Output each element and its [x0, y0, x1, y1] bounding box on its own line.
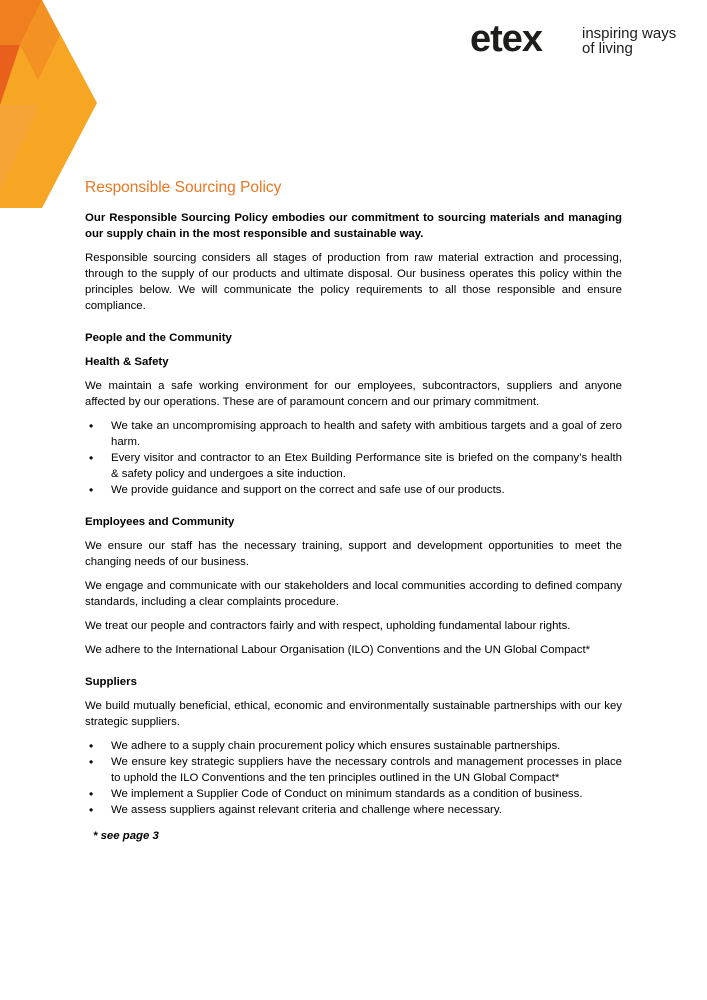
employees-paragraph: We adhere to the International Labour Organisation (ILO) Conventions and the UN Global Compact*: [85, 644, 591, 656]
section-heading-suppliers: Suppliers: [85, 676, 137, 688]
document-body: [85, 178, 622, 844]
employees-paragraph: We treat our people and contractors fairly and with respect, upholding fundamental labour rights.: [85, 620, 571, 632]
etex-logo: [470, 18, 685, 66]
list-item: • Every visitor and contractor to an Etex Building Performance site is briefed on the company’s health & safety policy and undergoes a site induction.: [85, 450, 622, 482]
health-safety-paragraph: We maintain a safe working environment for our employees, subcontractors, suppliers and anyone affected by our operations. These are of paramount concern and our primary commitment.: [85, 380, 622, 408]
employees-paragraph: We engage and communicate with our stakeholders and local communities according to defined company standards, including a clear complaints procedure.: [85, 580, 622, 608]
footnote: * see page 3: [93, 830, 159, 842]
suppliers-list: [85, 738, 622, 818]
health-safety-list: [85, 418, 622, 498]
section-heading-health-safety: Health & Safety: [85, 356, 169, 368]
employees-paragraph: We ensure our staff has the necessary training, support and development opportunities to meet the changing needs of our business.: [85, 540, 622, 568]
logo-tagline: inspiring ways of living: [582, 25, 677, 57]
list-item: • We provide guidance and support on the correct and safe use of our products.: [85, 482, 622, 498]
page-title: Responsible Sourcing Policy: [85, 179, 282, 196]
logo-wordmark: etex: [470, 18, 543, 60]
list-item: • We adhere to a supply chain procurement policy which ensures sustainable partnerships.: [85, 738, 622, 754]
list-item: • We ensure key strategic suppliers have the necessary controls and management processes in place to uphold the ILO Conventions and the ten principles outlined in the UN Global Compact*: [85, 754, 622, 786]
list-item: • We take an uncompromising approach to health and safety with ambitious targets and a goal of zero harm.: [85, 418, 622, 450]
suppliers-paragraph: We build mutually beneficial, ethical, economic and environmentally sustainable partnerships with our key strategic suppliers.: [85, 700, 622, 728]
list-item: • We implement a Supplier Code of Conduct on minimum standards as a condition of business.: [85, 786, 622, 802]
section-heading-employees: Employees and Community: [85, 516, 235, 528]
section-heading-people: People and the Community: [85, 332, 232, 344]
intro-bold-paragraph: Our Responsible Sourcing Policy embodies our commitment to sourcing materials and managing our supply chain in the most responsible and sustainable way.: [85, 212, 622, 240]
intro-paragraph: Responsible sourcing considers all stages of production from raw material extraction and processing, through to the supply of our products and ultimate disposal. Our business operates this policy within the principles below. We will communicate the policy requirements to all those responsible and ensure compliance.: [85, 252, 622, 312]
list-item: • We assess suppliers against relevant criteria and challenge where necessary.: [85, 802, 622, 818]
